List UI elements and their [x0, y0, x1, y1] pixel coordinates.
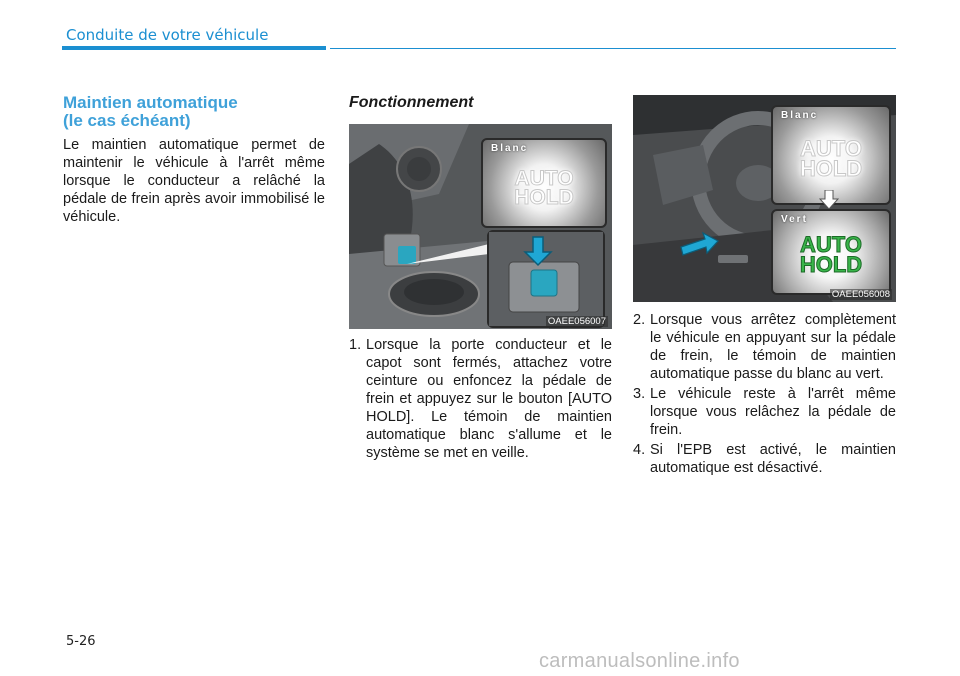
- steps-list-2: [633, 311, 896, 479]
- page-number: 5-26: [66, 634, 96, 649]
- inset-label-blanc: Blanc: [781, 110, 819, 121]
- console-illustration: [349, 124, 612, 329]
- step-2: [633, 311, 896, 383]
- auto-hold-indicator-white: AUTO HOLD: [514, 167, 574, 209]
- auto-hold-indicator-green: AUTO HOLD: [799, 232, 863, 277]
- subheading: Fonctionnement: [349, 94, 474, 111]
- header-rule-thin: [330, 48, 896, 49]
- step-number: 1.: [349, 337, 362, 353]
- heading-line-1: Maintien automatique: [63, 93, 238, 112]
- auto-hold-inset-white: [481, 138, 607, 228]
- button-zoom-inset: [487, 230, 605, 328]
- step-3: [633, 385, 896, 439]
- section-heading: [63, 94, 325, 130]
- auto-hold-button-closeup: [489, 232, 603, 326]
- auto-hold-inset-green: [771, 209, 891, 295]
- transition-arrow-icon: [819, 190, 839, 210]
- step-number: 3.: [633, 386, 646, 402]
- step-text: Lorsque la porte conducteur et le capot sont fermés, attachez votre ceinture ou enfoncez la pédale de frein et appuyez sur le bouton [AUTO HOLD]. Le témoin de maintien automatique blanc s'allume et le système se met en veille.: [366, 337, 612, 461]
- auto-hold-indicator-white: AUTO HOLD: [799, 136, 863, 181]
- header-rule-thick: [62, 46, 326, 50]
- step-4: [633, 441, 896, 477]
- heading-line-2: (le cas échéant): [63, 111, 191, 130]
- figure-code: OAEE056008: [831, 289, 890, 300]
- step-text: Le véhicule reste à l'arrêt même lorsque vous relâchez la pédale de frein.: [650, 386, 896, 438]
- figure-code: OAEE056007: [547, 316, 606, 327]
- dashboard-illustration: [633, 95, 896, 302]
- section-title: Conduite de votre véhicule: [66, 26, 269, 44]
- intro-paragraph: Le maintien automatique permet de maintenir le véhicule à l'arrêt même lorsque le conducteur a relâché la pédale de frein après avoir immobilisé le véhicule.: [63, 137, 325, 225]
- step-text: Si l'EPB est activé, le maintien automatique est désactivé.: [650, 442, 896, 476]
- watermark: carmanualsonline.info: [539, 650, 740, 672]
- steps-list-1: [349, 336, 612, 464]
- step-number: 4.: [633, 442, 646, 458]
- step-1: [349, 336, 612, 462]
- step-number: 2.: [633, 312, 646, 328]
- step-text: Lorsque vous arrêtez complètement le véhicule en appuyant sur la pédale de frein, le témoin de maintien automatique passe du blanc au vert.: [650, 312, 896, 382]
- inset-label-vert: Vert: [781, 214, 808, 225]
- inset-label-blanc: Blanc: [491, 143, 529, 154]
